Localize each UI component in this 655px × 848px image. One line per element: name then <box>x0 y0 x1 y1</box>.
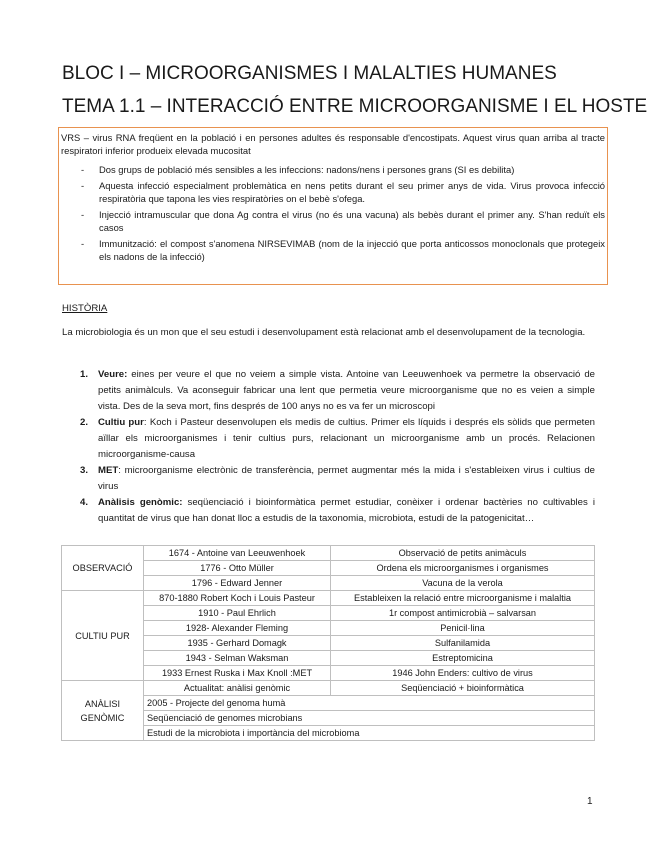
category-line: GENÒMIC <box>80 712 125 723</box>
list-item <box>62 463 595 495</box>
tema-title: TEMA 1.1 – INTERACCIÓ ENTRE MICROORGANISME I EL HOSTE <box>62 96 648 117</box>
category-cell: CULTIU PUR <box>62 591 144 681</box>
history-heading: HISTÒRIA <box>62 303 108 314</box>
table-cell: 1935 - Gerhard Domagk <box>144 636 331 651</box>
category-line: ANÀLISI <box>84 698 121 709</box>
list-number: 1. <box>80 369 89 380</box>
callout-list <box>61 163 605 263</box>
table-cell: 1776 - Otto Müller <box>144 561 331 576</box>
bloc-title: BLOC I – MICROORGANISMES I MALALTIES HUMANES <box>62 63 557 84</box>
category-cell <box>62 681 144 741</box>
table-row <box>62 546 595 561</box>
history-numbered-list <box>62 367 595 527</box>
list-text: eines per veure el que no veiem a simple vista. Antoine van Leeuwenhoek va permetre la observació de petits animàlculs. Va aconseguir fabricar una lent que permetia veure microorganisme que no es veien a simple vista. Des de la seva mort, fins després de 100 anys no es va fer un microscopi <box>98 369 595 412</box>
callout-item: - Dos grups de població més sensibles a les infeccions: nadons/nens i persones grans (SI es debilita) <box>61 163 605 176</box>
callout-item: - Immunització: el compost s'anomena NIRSEVIMAB (nom de la injecció que porta anticossos monoclonals que protegeix els nadons de la infecció) <box>61 237 605 263</box>
callout-item: - Aquesta infecció especialment problemàtica en nens petits durant el seu primer anys de vida. Virus provoca infecció respiratòria que tapona les vies respiratòries on el bebè s'ofega. <box>61 179 605 205</box>
callout-intro: VRS – virus RNA freqüent en la població i en persones adultes és responsable d'encostipats. Aquest virus quan arriba al tracte respiratori inferior produeix elevada mucositat <box>61 132 605 156</box>
table-row <box>62 681 595 696</box>
page-number: 1 <box>587 796 593 807</box>
category-cell: OBSERVACIÓ <box>62 546 144 591</box>
table-cell: Sulfanilamida <box>331 636 595 651</box>
list-text: : microorganisme electrònic de transferència, permet augmentar més la mida i s'estableixen virus i cultius de virus <box>98 465 595 492</box>
table-cell: 870-1880 Robert Koch i Louis Pasteur <box>144 591 331 606</box>
table-cell: 1674 - Antoine van Leeuwenhoek <box>144 546 331 561</box>
table-cell: 1796 - Edward Jenner <box>144 576 331 591</box>
table-cell: 1910 - Paul Ehrlich <box>144 606 331 621</box>
table-cell: 1r compost antimicrobià – salvarsan <box>331 606 595 621</box>
vrs-callout-box <box>58 127 608 285</box>
list-label: Cultiu pur <box>98 417 144 428</box>
table-cell: Penicil·lina <box>331 621 595 636</box>
list-number: 2. <box>80 417 89 428</box>
list-label: MET <box>98 465 119 476</box>
table-cell: 2005 - Projecte del genoma humà <box>144 696 595 711</box>
table-cell: 1933 Ernest Ruska i Max Knoll :MET <box>144 666 331 681</box>
table-cell: Estudi de la microbiota i importància del microbioma <box>144 726 595 741</box>
table-cell: Seqüenciació de genomes microbians <box>144 711 595 726</box>
table-cell: Actualitat: anàlisi genòmic <box>144 681 331 696</box>
list-item <box>62 415 595 463</box>
table-cell: 1946 John Enders: cultivo de virus <box>331 666 595 681</box>
list-number: 4. <box>80 497 89 508</box>
history-timeline-table <box>61 545 595 741</box>
list-label: Anàlisis genòmic: <box>98 497 183 508</box>
table-cell: 1928- Alexander Fleming <box>144 621 331 636</box>
list-text: : Koch i Pasteur desenvolupen els medis de cultius. Primer els líquids i després els sòlids que permeten aïllar els microorganismes i tenir cultius purs, relacionant un microorganisme amb un procés. Relacionen microorganisme-causa <box>98 417 595 460</box>
list-number: 3. <box>80 465 89 476</box>
table-cell: Estableixen la relació entre microorganisme i malaltia <box>331 591 595 606</box>
table-cell: Vacuna de la verola <box>331 576 595 591</box>
table-row <box>62 591 595 606</box>
table-cell: Estreptomicina <box>331 651 595 666</box>
callout-item: - Injecció intramuscular que dona Ag contra el virus (no és una vacuna) als bebès durant el primer any. S'han reduït els casos <box>61 208 605 234</box>
table-cell: Observació de petits animàculs <box>331 546 595 561</box>
table-cell: 1943 - Selman Waksman <box>144 651 331 666</box>
list-item <box>62 495 595 527</box>
history-paragraph: La microbiologia és un mon que el seu estudi i desenvolupament està relacionat amb el desenvolupament de la tecnologia. <box>62 327 586 338</box>
list-text: seqüenciació i bioinformàtica permet estudiar, conèixer i ordenar bactèries no cultivables i quantitat de virus que han donat lloc a estudis de la taxonomia, microbiota, estudi de la patogenicitat… <box>98 497 595 524</box>
table-cell: Ordena els microorganismes i organismes <box>331 561 595 576</box>
list-item <box>62 367 595 415</box>
list-label: Veure: <box>98 369 128 380</box>
table-cell: Seqüenciació + bioinformàtica <box>331 681 595 696</box>
